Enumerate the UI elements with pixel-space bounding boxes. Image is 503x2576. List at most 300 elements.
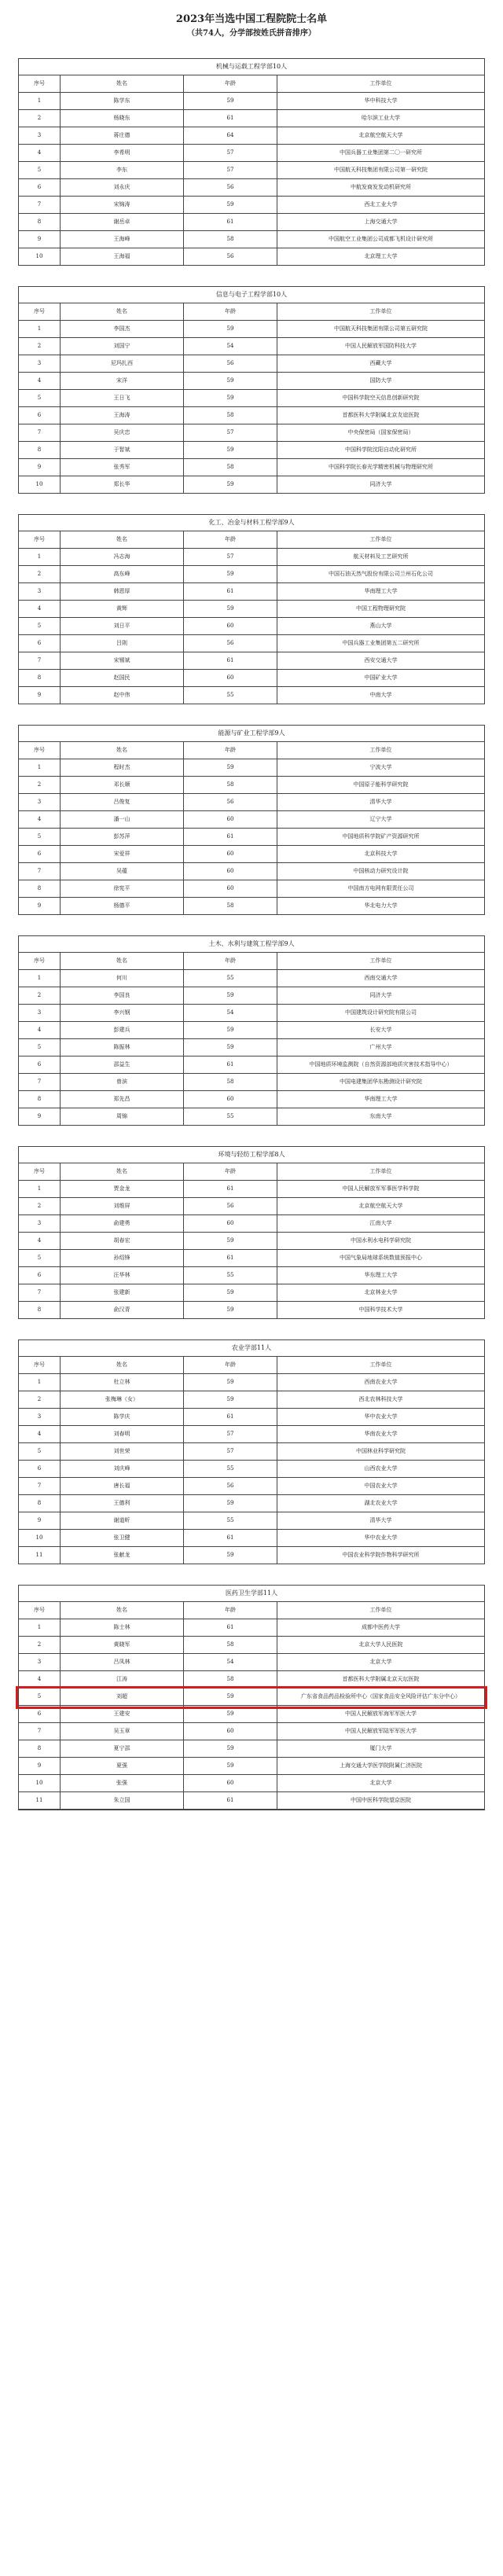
row-age: 61 (184, 1792, 277, 1809)
table-row (19, 777, 484, 794)
column-header-age: 年龄 (184, 953, 277, 969)
row-seq: 6 (19, 1056, 61, 1073)
roster-section (18, 1585, 485, 1810)
row-unit: 中央保密局（国家保密局） (347, 429, 414, 435)
row-name: 宋爱祥 (61, 846, 184, 862)
row-age: 61 (184, 1056, 277, 1073)
row-seq: 1 (19, 970, 61, 987)
row-age: 58 (184, 231, 277, 248)
row-age: 57 (184, 145, 277, 161)
row-seq: 8 (19, 214, 61, 230)
row-age: 58 (184, 898, 277, 914)
row-unit: 中国人民解放军海军军医大学 (345, 1711, 417, 1717)
row-age: 60 (184, 880, 277, 897)
row-age: 54 (184, 1654, 277, 1670)
row-name: 尼玛扎西 (61, 355, 184, 372)
row-unit: 哈尔滨工业大学 (362, 115, 400, 121)
row-unit: 北京大学人民医院 (358, 1641, 403, 1648)
row-name: 汪华林 (61, 1267, 184, 1284)
column-header-row (19, 1163, 484, 1181)
row-name: 杨德平 (61, 898, 184, 914)
table-row (19, 1302, 484, 1318)
row-age: 60 (184, 863, 277, 880)
row-unit: 华南农业大学 (364, 1431, 398, 1437)
row-unit: 华中农业大学 (364, 1413, 398, 1420)
row-age: 59 (184, 442, 277, 458)
row-seq: 4 (19, 811, 61, 828)
table-row (19, 1056, 484, 1074)
column-header-age: 年龄 (184, 1163, 277, 1180)
row-unit: 中航发商发发动机研究所 (351, 184, 411, 190)
row-unit: 厦门大学 (369, 1745, 392, 1751)
row-age: 59 (184, 1284, 277, 1301)
row-seq: 10 (19, 248, 61, 265)
row-seq: 2 (19, 777, 61, 793)
row-age: 59 (184, 566, 277, 582)
table-row (19, 1547, 484, 1564)
row-seq: 4 (19, 1426, 61, 1442)
row-seq: 5 (19, 618, 61, 634)
row-seq: 9 (19, 459, 61, 476)
row-name: 王海峰 (61, 231, 184, 248)
table-row (19, 476, 484, 493)
row-name: 刘庆峰 (61, 1461, 184, 1477)
table-row (19, 1409, 484, 1426)
row-name: 王建安 (61, 1706, 184, 1722)
row-seq: 7 (19, 1723, 61, 1740)
row-unit: 同济大学 (369, 481, 392, 487)
row-seq: 6 (19, 1267, 61, 1284)
row-unit: 华南理工大学 (364, 1096, 398, 1102)
row-seq: 7 (19, 863, 61, 880)
row-age: 59 (184, 987, 277, 1004)
row-name: 周锦 (61, 1108, 184, 1125)
column-header-name: 姓名 (61, 953, 184, 969)
row-unit: 中国航空工业集团公司成都飞机设计研究所 (329, 236, 433, 242)
row-unit: 北京大学 (369, 1659, 392, 1665)
row-age: 59 (184, 93, 277, 109)
row-unit: 中国兵器工业集团第二〇一研究所 (340, 149, 422, 156)
table-row (19, 1478, 484, 1495)
row-age: 64 (184, 127, 277, 144)
table-row (19, 1005, 484, 1022)
column-header-seq: 序号 (19, 303, 61, 320)
row-name: 刘世荣 (61, 1443, 184, 1460)
row-unit: 华中农业大学 (364, 1534, 398, 1541)
table-row (19, 1758, 484, 1775)
row-name: 陈士林 (61, 1619, 184, 1636)
row-unit: 长安大学 (369, 1027, 392, 1033)
table-row (19, 1512, 484, 1530)
row-unit: 东南大学 (369, 1113, 392, 1119)
row-unit: 上海交通大学 (364, 219, 398, 225)
table-row (19, 321, 484, 338)
table-row (19, 390, 484, 407)
column-header-unit: 工作单位 (369, 747, 392, 753)
table-row (19, 248, 484, 265)
row-name: 张强 (61, 1775, 184, 1791)
row-name: 刘国宁 (61, 338, 184, 355)
row-seq: 6 (19, 635, 61, 652)
row-age: 57 (184, 1426, 277, 1442)
row-age: 60 (184, 811, 277, 828)
row-name: 杨晓东 (61, 110, 184, 127)
row-name: 黄晓军 (61, 1637, 184, 1653)
row-age: 61 (184, 829, 277, 845)
row-seq: 1 (19, 1619, 61, 1636)
row-seq: 10 (19, 1530, 61, 1546)
row-unit: 北京大学 (369, 1780, 392, 1786)
row-seq: 6 (19, 846, 61, 862)
roster-section (18, 935, 485, 1126)
row-name: 潘一山 (61, 811, 184, 828)
section-title: 环境与轻纺工程学部8人 (19, 1147, 484, 1163)
row-name: 吕俊复 (61, 794, 184, 810)
row-seq: 1 (19, 549, 61, 565)
row-age: 55 (184, 687, 277, 704)
row-age: 59 (184, 1495, 277, 1512)
row-seq: 10 (19, 476, 61, 493)
row-age: 58 (184, 1671, 277, 1688)
row-seq: 9 (19, 1512, 61, 1529)
section-title: 农业学部11人 (19, 1340, 484, 1357)
row-unit: 清华大学 (369, 799, 392, 805)
table-row (19, 1233, 484, 1250)
row-seq: 7 (19, 424, 61, 441)
row-unit: 北京林业大学 (364, 1289, 398, 1295)
row-unit: 辽宁大学 (369, 816, 392, 822)
row-unit: 北京理工大学 (364, 253, 398, 259)
table-row (19, 373, 484, 390)
row-seq: 7 (19, 652, 61, 669)
row-seq: 2 (19, 110, 61, 127)
table-row (19, 1074, 484, 1091)
row-seq: 4 (19, 601, 61, 617)
row-unit: 中国人民解放军国防科技大学 (345, 343, 417, 349)
row-seq: 5 (19, 390, 61, 406)
row-seq: 8 (19, 880, 61, 897)
table-row (19, 214, 484, 231)
column-header-age: 年龄 (184, 742, 277, 759)
row-seq: 2 (19, 1637, 61, 1653)
table-row (19, 1740, 484, 1758)
row-name: 张卫健 (61, 1530, 184, 1546)
row-name: 俞汉青 (61, 1302, 184, 1318)
table-row (19, 1284, 484, 1302)
row-age: 60 (184, 618, 277, 634)
column-header-seq: 序号 (19, 742, 61, 759)
column-header-name: 姓名 (61, 303, 184, 320)
row-unit: 中国电建集团华东勘测设计研究院 (340, 1079, 422, 1085)
table-row (19, 687, 484, 704)
row-unit: 中南大学 (369, 692, 392, 698)
row-unit: 广州大学 (369, 1044, 392, 1050)
table-row (19, 811, 484, 829)
row-seq: 5 (19, 1443, 61, 1460)
row-name: 吴蕴 (61, 863, 184, 880)
row-name: 郑长华 (61, 476, 184, 493)
table-row (19, 197, 484, 214)
sections-container (0, 58, 503, 1810)
roster-section (18, 1146, 485, 1319)
row-unit: 中国地质环境监测院（自然资源部地质灾害技术指导中心） (309, 1061, 453, 1068)
row-name: 杜立林 (61, 1374, 184, 1391)
table-row (19, 1654, 484, 1671)
row-name: 李希明 (61, 145, 184, 161)
row-seq: 5 (19, 162, 61, 178)
row-name: 朱立国 (61, 1792, 184, 1809)
row-name: 吴玉章 (61, 1723, 184, 1740)
row-unit: 北京航空航天大学 (358, 1203, 403, 1209)
row-age: 61 (184, 1181, 277, 1197)
row-unit: 中国水利水电科学研究院 (351, 1237, 411, 1244)
row-seq: 9 (19, 1758, 61, 1774)
row-age: 61 (184, 1619, 277, 1636)
row-age: 58 (184, 777, 277, 793)
row-age: 59 (184, 476, 277, 493)
row-age: 60 (184, 1775, 277, 1791)
table-row (19, 863, 484, 880)
table-row (19, 1267, 484, 1284)
table-row (19, 618, 484, 635)
table-row (19, 459, 484, 476)
table-row (19, 127, 484, 145)
document-page (0, 13, 503, 1810)
table-row (19, 442, 484, 459)
row-age: 60 (184, 1215, 277, 1232)
row-age: 59 (184, 1391, 277, 1408)
column-header-age: 年龄 (184, 1357, 277, 1373)
row-seq: 3 (19, 127, 61, 144)
row-age: 55 (184, 1267, 277, 1284)
column-header-row (19, 75, 484, 93)
table-row (19, 1619, 484, 1637)
row-name: 宋洋 (61, 373, 184, 389)
column-header-row (19, 1602, 484, 1619)
row-seq: 9 (19, 231, 61, 248)
table-row (19, 635, 484, 652)
table-row (19, 1022, 484, 1039)
table-row (19, 829, 484, 846)
row-age: 61 (184, 1530, 277, 1546)
row-unit: 中国科学院空天信息创新研究院 (342, 395, 420, 401)
column-header-unit: 工作单位 (369, 1361, 392, 1368)
row-unit: 华南理工大学 (364, 588, 398, 594)
row-age: 59 (184, 1374, 277, 1391)
row-age: 55 (184, 1461, 277, 1477)
table-row (19, 794, 484, 811)
row-age: 61 (184, 214, 277, 230)
row-unit: 清华大学 (369, 1517, 392, 1523)
table-row (19, 759, 484, 777)
table-row (19, 110, 484, 127)
row-unit: 西南农业大学 (364, 1379, 398, 1385)
row-unit: 燕山大学 (369, 623, 392, 629)
row-name: 李兴钢 (61, 1005, 184, 1021)
row-seq: 3 (19, 1654, 61, 1670)
column-header-name: 姓名 (61, 531, 184, 548)
table-row (19, 1108, 484, 1125)
row-name: 高东峰 (61, 566, 184, 582)
roster-section (18, 1339, 485, 1564)
row-age: 58 (184, 1637, 277, 1653)
row-unit: 西藏大学 (369, 360, 392, 366)
document-subtitle: （共74人，分学部按姓氏拼音排序） (187, 29, 316, 38)
row-seq: 5 (19, 1039, 61, 1056)
roster-section (18, 514, 485, 704)
row-name: 王海涛 (61, 407, 184, 424)
row-unit: 西北工业大学 (364, 201, 398, 208)
table-row (19, 407, 484, 424)
row-age: 59 (184, 1740, 277, 1757)
row-unit: 中国航天科技集团有限公司第五研究院 (334, 325, 428, 332)
table-row (19, 1792, 484, 1810)
row-unit: 中国人民解放军陆军军医大学 (345, 1728, 417, 1734)
row-seq: 2 (19, 566, 61, 582)
column-header-name: 姓名 (61, 1357, 184, 1373)
column-header-seq: 序号 (19, 1163, 61, 1180)
row-unit: 西北农林科技大学 (358, 1396, 403, 1402)
row-age: 59 (184, 1706, 277, 1722)
row-unit: 航天材料及工艺研究所 (353, 553, 409, 560)
column-header-name: 姓名 (61, 1163, 184, 1180)
row-seq: 2 (19, 987, 61, 1004)
column-header-name: 姓名 (61, 75, 184, 92)
row-unit: 中国兵器工业集团第五二研究所 (342, 640, 420, 646)
row-age: 56 (184, 1198, 277, 1215)
row-seq: 6 (19, 1461, 61, 1477)
row-name: 陈学庆 (61, 1409, 184, 1425)
row-unit: 中国农业科学院作物科学研究所 (342, 1552, 420, 1558)
row-age: 54 (184, 1005, 277, 1021)
roster-section (18, 725, 485, 915)
row-age: 56 (184, 355, 277, 372)
table-row (19, 162, 484, 179)
row-name: 张梅琳（女） (61, 1391, 184, 1408)
row-name: 吴庆忠 (61, 424, 184, 441)
row-seq: 7 (19, 1284, 61, 1301)
column-header-row (19, 1357, 484, 1374)
column-header-unit: 工作单位 (369, 80, 392, 86)
row-name: 冯志海 (61, 549, 184, 565)
row-name: 徐宪平 (61, 880, 184, 897)
column-header-unit: 工作单位 (369, 1607, 392, 1613)
row-unit: 北京航空航天大学 (358, 132, 403, 138)
roster-section (18, 58, 485, 266)
row-seq: 8 (19, 442, 61, 458)
row-name: 江涛 (61, 1671, 184, 1688)
row-seq: 7 (19, 197, 61, 213)
table-row (19, 355, 484, 373)
row-name: 吕凤林 (61, 1654, 184, 1670)
row-unit: 广东省食品药品检验所中心（国家食品安全风险评估广东分中心） (301, 1693, 461, 1700)
row-unit: 中国科学技术大学 (358, 1306, 403, 1313)
table-row (19, 566, 484, 583)
row-unit: 华东理工大学 (364, 1272, 398, 1278)
row-age: 59 (184, 601, 277, 617)
table-row (19, 670, 484, 687)
row-age: 61 (184, 1250, 277, 1266)
row-name: 邵益生 (61, 1056, 184, 1073)
row-age: 56 (184, 248, 277, 265)
row-name: 张建新 (61, 1284, 184, 1301)
table-row (19, 1198, 484, 1215)
table-row (19, 1775, 484, 1792)
table-row (19, 1689, 484, 1706)
table-row (19, 338, 484, 355)
column-header-name: 姓名 (61, 742, 184, 759)
row-name: 陈振林 (61, 1039, 184, 1056)
row-age: 58 (184, 1074, 277, 1090)
row-seq: 8 (19, 1740, 61, 1757)
row-unit: 宁波大学 (369, 764, 392, 770)
row-unit: 中国农业大学 (364, 1483, 398, 1489)
row-seq: 9 (19, 1108, 61, 1125)
row-seq: 1 (19, 321, 61, 337)
section-title: 化工、冶金与材料工程学部9人 (19, 515, 484, 531)
row-name: 赵国民 (61, 670, 184, 686)
column-header-age: 年龄 (184, 303, 277, 320)
row-seq: 9 (19, 898, 61, 914)
row-unit: 中国中医科学院望京医院 (351, 1797, 411, 1803)
row-unit: 湖北农业大学 (364, 1500, 398, 1506)
row-name: 王德利 (61, 1495, 184, 1512)
column-header-seq: 序号 (19, 75, 61, 92)
row-name: 吕則 (61, 635, 184, 652)
column-header-seq: 序号 (19, 953, 61, 969)
row-seq: 2 (19, 1198, 61, 1215)
row-unit: 首都医科大学附属北京天坛医院 (342, 1676, 420, 1682)
row-seq: 2 (19, 1391, 61, 1408)
row-name: 邓长顺 (61, 777, 184, 793)
row-seq: 2 (19, 338, 61, 355)
section-title: 医药卫生学部11人 (19, 1586, 484, 1602)
column-header-unit: 工作单位 (369, 1168, 392, 1174)
row-name: 贾金龙 (61, 1181, 184, 1197)
row-age: 55 (184, 1108, 277, 1125)
table-row (19, 1426, 484, 1443)
row-age: 60 (184, 1091, 277, 1108)
section-title: 能源与矿业工程学部9人 (19, 726, 484, 742)
row-seq: 3 (19, 794, 61, 810)
row-name: 刘日平 (61, 618, 184, 634)
row-seq: 4 (19, 1022, 61, 1038)
row-seq: 8 (19, 1495, 61, 1512)
table-row (19, 231, 484, 248)
column-header-row (19, 303, 484, 321)
row-seq: 3 (19, 355, 61, 372)
column-header-unit: 工作单位 (369, 308, 392, 314)
row-age: 56 (184, 179, 277, 196)
table-row (19, 846, 484, 863)
row-seq: 4 (19, 373, 61, 389)
row-unit: 首都医科大学附属北京友谊医院 (342, 412, 420, 418)
row-name: 孙绍锋 (61, 1250, 184, 1266)
row-seq: 5 (19, 1250, 61, 1266)
table-row (19, 145, 484, 162)
row-age: 56 (184, 1478, 277, 1494)
row-unit: 中国科学院沈阳自动化研究所 (345, 446, 417, 453)
row-name: 谢岳卓 (61, 214, 184, 230)
table-row (19, 1374, 484, 1391)
table-row (19, 1461, 484, 1478)
row-name: 胡春宏 (61, 1233, 184, 1249)
row-age: 59 (184, 197, 277, 213)
row-unit: 华北电力大学 (364, 902, 398, 909)
row-age: 60 (184, 670, 277, 686)
row-age: 61 (184, 1409, 277, 1425)
row-age: 59 (184, 1547, 277, 1564)
